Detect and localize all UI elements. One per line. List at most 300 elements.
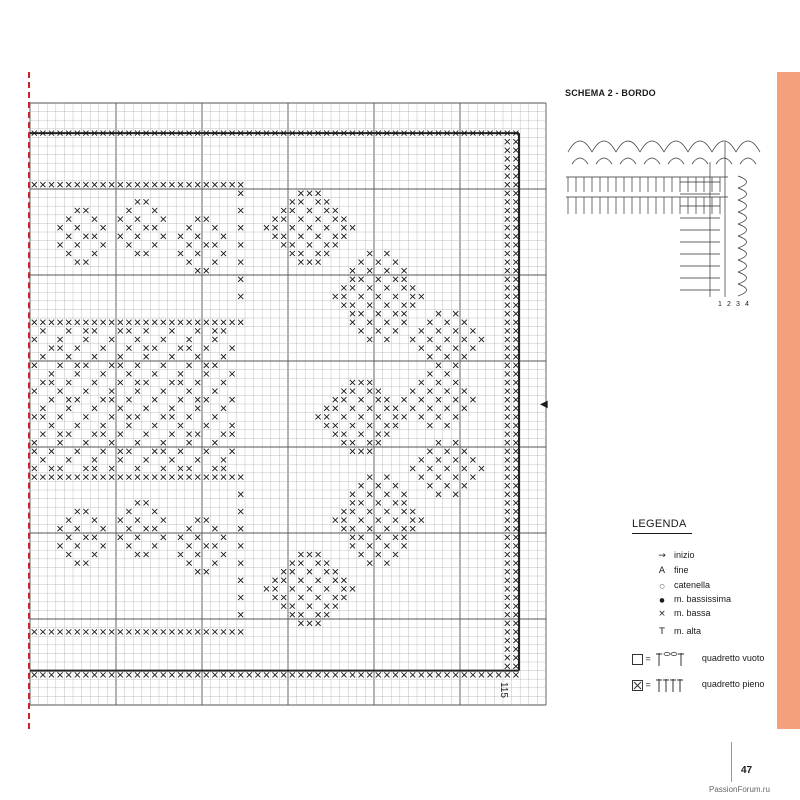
filled-square-mark [505, 492, 510, 497]
filled-square-mark [230, 475, 235, 480]
filled-square-mark [264, 225, 269, 230]
filled-square-mark [513, 586, 518, 591]
filled-square-mark [307, 672, 312, 677]
filled-square-mark [32, 337, 37, 342]
filled-square-mark [92, 380, 97, 385]
filled-square-mark [316, 595, 321, 600]
filled-square-mark [513, 217, 518, 222]
legend-item-catenella [656, 580, 710, 590]
filled-square-mark [238, 672, 243, 677]
filled-square-mark [75, 208, 80, 213]
filled-square-mark [58, 475, 63, 480]
picot-arch [738, 176, 747, 188]
filled-square-mark [350, 492, 355, 497]
picot-arch [592, 141, 616, 152]
filled-square-mark [195, 535, 200, 540]
filled-square-mark [66, 672, 71, 677]
chain-arch [620, 158, 636, 164]
filled-square-mark [135, 466, 140, 471]
filled-square-mark [445, 406, 450, 411]
filled-square-mark [341, 294, 346, 299]
filled-square-mark [187, 526, 192, 531]
filled-square-mark [118, 354, 123, 359]
filled-square-mark [513, 199, 518, 204]
filled-square-mark [221, 552, 226, 557]
filled-square-mark [58, 320, 63, 325]
filled-square-mark [126, 182, 131, 187]
filled-square-mark [341, 586, 346, 591]
filled-square-mark [436, 475, 441, 480]
filled-square-mark [410, 285, 415, 290]
filled-square-mark [221, 406, 226, 411]
filled-square-mark [152, 475, 157, 480]
filled-square-mark [384, 397, 389, 402]
filled-square-mark [195, 457, 200, 462]
filled-square-mark [118, 432, 123, 437]
filled-square-mark [298, 672, 303, 677]
filled-square-mark [169, 182, 174, 187]
filled-square-mark [419, 328, 424, 333]
filled-square-mark [359, 483, 364, 488]
filled-square-mark [101, 432, 106, 437]
filled-square-mark [462, 337, 467, 342]
filled-square-mark [367, 509, 372, 514]
filled-square-mark [445, 466, 450, 471]
filled-square-mark [118, 449, 123, 454]
filled-square-mark [384, 475, 389, 480]
filled-square-mark [281, 217, 286, 222]
filled-square-mark [307, 225, 312, 230]
filled-square-mark [333, 208, 338, 213]
filled-square-mark [49, 423, 54, 428]
filled-square-mark [393, 672, 398, 677]
filled-square-mark [178, 320, 183, 325]
filled-square-mark [384, 526, 389, 531]
filled-square-mark [513, 277, 518, 282]
filled-square-mark [359, 397, 364, 402]
filled-square-mark [221, 629, 226, 634]
filled-square-mark [281, 595, 286, 600]
filled-square-mark [75, 423, 80, 428]
filled-square-mark [505, 423, 510, 428]
filled-square-mark [118, 535, 123, 540]
filled-square-mark [49, 346, 54, 351]
filled-square-mark [316, 561, 321, 566]
filled-square-mark [230, 629, 235, 634]
filled-square-mark [118, 363, 123, 368]
filled-square-mark [307, 586, 312, 591]
picot-arch [738, 248, 747, 260]
filled-square-mark [144, 552, 149, 557]
filled-square-mark [513, 380, 518, 385]
filled-square-mark [505, 518, 510, 523]
filled-square-mark [298, 217, 303, 222]
filled-square-mark [384, 543, 389, 548]
chain-arch [692, 158, 708, 164]
filled-square-mark [281, 672, 286, 677]
filled-square-mark [204, 423, 209, 428]
filled-square-mark [393, 552, 398, 557]
filled-square-mark [359, 328, 364, 333]
filled-square-mark [410, 526, 415, 531]
filled-square-mark [204, 518, 209, 523]
filled-square-mark [384, 320, 389, 325]
filled-square-mark [58, 242, 63, 247]
filled-square-mark [453, 492, 458, 497]
filled-square-mark [161, 182, 166, 187]
filled-square-mark [135, 672, 140, 677]
filled-square-mark [462, 320, 467, 325]
filled-square-mark [350, 543, 355, 548]
filled-square-mark [161, 414, 166, 419]
filled-square-mark [83, 389, 88, 394]
filled-square-mark [178, 535, 183, 540]
filled-square-mark [513, 165, 518, 170]
filled-square-mark [144, 354, 149, 359]
filled-square-mark [230, 449, 235, 454]
chain-arch [740, 158, 756, 164]
filled-square-mark [316, 552, 321, 557]
filled-square-mark [505, 672, 510, 677]
filled-square-mark [513, 483, 518, 488]
filled-square-mark [83, 535, 88, 540]
filled-square-mark [505, 543, 510, 548]
filled-square-mark [161, 518, 166, 523]
filled-square-mark [204, 672, 209, 677]
filled-square-mark [376, 277, 381, 282]
filled-square-mark [135, 518, 140, 523]
filled-square-mark [126, 449, 131, 454]
filled-square-mark [281, 578, 286, 583]
filled-square-mark [195, 475, 200, 480]
filled-square-mark [204, 629, 209, 634]
filled-square-mark [427, 371, 432, 376]
filled-square-mark [264, 672, 269, 677]
filled-square-mark [169, 406, 174, 411]
filled-square-mark [187, 475, 192, 480]
filled-square-mark [436, 672, 441, 677]
chain-arch [668, 158, 684, 164]
filled-square-mark [290, 225, 295, 230]
filled-square-mark [402, 509, 407, 514]
filled-square-mark [195, 234, 200, 239]
filled-square-mark [505, 664, 510, 669]
filled-square-mark [118, 234, 123, 239]
filled-square-mark [324, 604, 329, 609]
filled-square-mark [32, 449, 37, 454]
filled-square-mark [298, 251, 303, 256]
filled-square-mark [419, 397, 424, 402]
filled-square-mark [505, 414, 510, 419]
filled-square-mark [212, 475, 217, 480]
filled-square-mark [32, 466, 37, 471]
filled-square-mark [513, 440, 518, 445]
filled-square-mark [453, 672, 458, 677]
filled-square-mark [436, 328, 441, 333]
slip-stitch-icon: ● [659, 597, 665, 604]
filled-square-mark [144, 500, 149, 505]
filled-square-mark [505, 397, 510, 402]
filled-square-mark [402, 277, 407, 282]
filled-square-mark [393, 518, 398, 523]
filled-square-mark [49, 397, 54, 402]
filled-square-mark [419, 414, 424, 419]
filled-square-mark [445, 371, 450, 376]
filled-square-mark [126, 423, 131, 428]
filled-square-mark [126, 346, 131, 351]
filled-square-mark [195, 432, 200, 437]
filled-square-mark [376, 518, 381, 523]
filled-square-mark [513, 604, 518, 609]
filled-square-mark [367, 526, 372, 531]
filled-square-mark [505, 647, 510, 652]
filled-square-mark [453, 328, 458, 333]
filled-square-mark [238, 509, 243, 514]
filled-square-mark [152, 672, 157, 677]
filled-square-mark [350, 406, 355, 411]
filled-square-mark [410, 303, 415, 308]
filled-square-mark [92, 320, 97, 325]
filled-square-mark [49, 371, 54, 376]
filled-square-mark [393, 535, 398, 540]
filled-square-mark [281, 569, 286, 574]
filled-square-mark [470, 457, 475, 462]
filled-square-mark [221, 234, 226, 239]
filled-square-mark [135, 217, 140, 222]
filled-square-mark [238, 277, 243, 282]
filled-square-mark [135, 199, 140, 204]
filled-square-mark [513, 139, 518, 144]
filled-square-mark [341, 234, 346, 239]
filled-square-mark [359, 500, 364, 505]
filled-square-mark [505, 174, 510, 179]
filled-square-mark [505, 328, 510, 333]
filled-square-mark [445, 423, 450, 428]
filled-square-mark [40, 380, 45, 385]
filled-square-mark [505, 595, 510, 600]
filled-square-mark [367, 303, 372, 308]
filled-square-mark [513, 406, 518, 411]
filled-square-mark [505, 406, 510, 411]
filled-square-mark [384, 285, 389, 290]
filled-square-mark [505, 371, 510, 376]
filled-square-mark [83, 234, 88, 239]
filled-square-mark [109, 397, 114, 402]
filled-square-mark [92, 629, 97, 634]
filled-square-mark [32, 672, 37, 677]
filled-square-mark [402, 414, 407, 419]
filled-square-mark [118, 182, 123, 187]
filled-square-mark [135, 475, 140, 480]
filled-square-mark [195, 217, 200, 222]
filled-square-mark [49, 629, 54, 634]
filled-square-mark [427, 483, 432, 488]
filled-square-mark [453, 311, 458, 316]
filled-square-mark [427, 320, 432, 325]
filled-square-mark [307, 621, 312, 626]
filled-square-mark [187, 225, 192, 230]
filled-square-mark [92, 466, 97, 471]
chain-stitch-icon: ○ [659, 583, 665, 590]
filled-square-mark [169, 354, 174, 359]
filled-square-mark [161, 363, 166, 368]
bordo-edge-diagram [560, 122, 770, 312]
filled-square-mark [92, 457, 97, 462]
filled-square-mark [204, 569, 209, 574]
filled-square-mark [273, 225, 278, 230]
filled-square-mark [505, 199, 510, 204]
filled-square-mark [505, 156, 510, 161]
filled-square-mark [58, 363, 63, 368]
filled-square-mark [135, 363, 140, 368]
filled-square-mark [513, 414, 518, 419]
filled-square-mark [290, 199, 295, 204]
filled-square-mark [290, 242, 295, 247]
filled-square-mark [513, 518, 518, 523]
filled-square-mark [393, 483, 398, 488]
filled-square-mark [290, 612, 295, 617]
filled-square-mark [101, 449, 106, 454]
filled-square-mark [298, 578, 303, 583]
bordo-schema-title: SCHEMA 2 - BORDO [565, 88, 656, 98]
filled-square-mark [49, 449, 54, 454]
page-number: 47 [741, 765, 753, 776]
filled-square-mark [264, 586, 269, 591]
filled-square-mark [101, 225, 106, 230]
filled-square-mark [359, 294, 364, 299]
filled-square-mark [66, 406, 71, 411]
filled-square-mark [238, 595, 243, 600]
filled-square-mark [427, 466, 432, 471]
filled-square-mark [324, 251, 329, 256]
filled-square-mark [161, 535, 166, 540]
filled-square-mark [144, 380, 149, 385]
filled-square-mark [333, 242, 338, 247]
filled-square-mark [419, 672, 424, 677]
filled-square-mark [255, 672, 260, 677]
filled-square-mark [402, 320, 407, 325]
bordo-row-number: 2 [727, 301, 731, 308]
filled-square-mark [92, 432, 97, 437]
legend-label: quadretto pieno [701, 679, 765, 690]
filled-square-mark [350, 449, 355, 454]
filled-square-mark [316, 234, 321, 239]
filled-square-mark [513, 268, 518, 273]
filled-square-mark [393, 294, 398, 299]
filled-square-mark [393, 311, 398, 316]
filled-square-mark [75, 346, 80, 351]
filled-square-mark [212, 526, 217, 531]
filled-square-mark [453, 346, 458, 351]
filled-square-mark [453, 440, 458, 445]
filled-square-mark [75, 371, 80, 376]
filled-square-mark [367, 251, 372, 256]
filled-square-mark [290, 604, 295, 609]
filled-square-mark [152, 423, 157, 428]
filled-square-mark [513, 294, 518, 299]
picot-arch [738, 284, 747, 296]
filled-square-mark [40, 672, 45, 677]
filled-square-mark [187, 629, 192, 634]
filled-square-mark [290, 672, 295, 677]
filled-square-mark [324, 225, 329, 230]
filled-square-mark [109, 182, 114, 187]
filled-square-mark [135, 535, 140, 540]
filled-square-mark [350, 303, 355, 308]
picot-arch [738, 212, 747, 224]
filled-square-mark [402, 543, 407, 548]
filled-square-mark [505, 354, 510, 359]
filled-square-mark [161, 672, 166, 677]
end-mark-icon: A [658, 566, 666, 576]
filled-square-mark [298, 552, 303, 557]
filled-square-mark [359, 414, 364, 419]
filled-square-mark [187, 242, 192, 247]
filled-square-mark [195, 397, 200, 402]
filled-square-mark [298, 260, 303, 265]
filled-square-mark [101, 672, 106, 677]
filled-square-mark [316, 199, 321, 204]
filled-square-mark [83, 672, 88, 677]
picot-arch [738, 260, 747, 272]
filled-square-mark [419, 294, 424, 299]
filled-square-mark [376, 311, 381, 316]
filled-square-mark [144, 320, 149, 325]
filled-square-mark [513, 509, 518, 514]
filled-square-mark [402, 535, 407, 540]
filled-square-mark [513, 242, 518, 247]
filled-square-mark [126, 543, 131, 548]
filled-square-mark [341, 225, 346, 230]
filled-square-mark [505, 483, 510, 488]
filled-square-mark [427, 672, 432, 677]
filled-square-mark [505, 561, 510, 566]
filled-square-mark [436, 457, 441, 462]
filled-square-mark [513, 466, 518, 471]
filled-square-mark [513, 328, 518, 333]
filled-square-mark [83, 509, 88, 514]
filled-square-mark [513, 260, 518, 265]
filled-square-mark [324, 199, 329, 204]
filled-square-mark [350, 526, 355, 531]
filled-square-mark [462, 406, 467, 411]
filled-square-mark [505, 182, 510, 187]
filled-square-mark [204, 543, 209, 548]
filled-square-mark [212, 328, 217, 333]
filled-square-mark [273, 586, 278, 591]
filled-square-mark [238, 492, 243, 497]
filled-square-mark [212, 543, 217, 548]
filled-square-mark [513, 397, 518, 402]
filled-square-mark [247, 672, 252, 677]
filled-square-mark [58, 526, 63, 531]
filled-square-mark [445, 389, 450, 394]
filled-square-mark [333, 217, 338, 222]
filled-square-mark [505, 380, 510, 385]
filled-square-mark [402, 268, 407, 273]
filled-square-mark [513, 552, 518, 557]
filled-square-mark [281, 234, 286, 239]
filled-square-mark [204, 475, 209, 480]
filled-square-mark [341, 440, 346, 445]
filled-square-mark [238, 543, 243, 548]
filled-square-mark [384, 303, 389, 308]
filled-square-mark [505, 389, 510, 394]
filled-square-mark [32, 389, 37, 394]
filled-square-mark [101, 346, 106, 351]
filled-square-mark [212, 389, 217, 394]
filled-square-mark [350, 672, 355, 677]
